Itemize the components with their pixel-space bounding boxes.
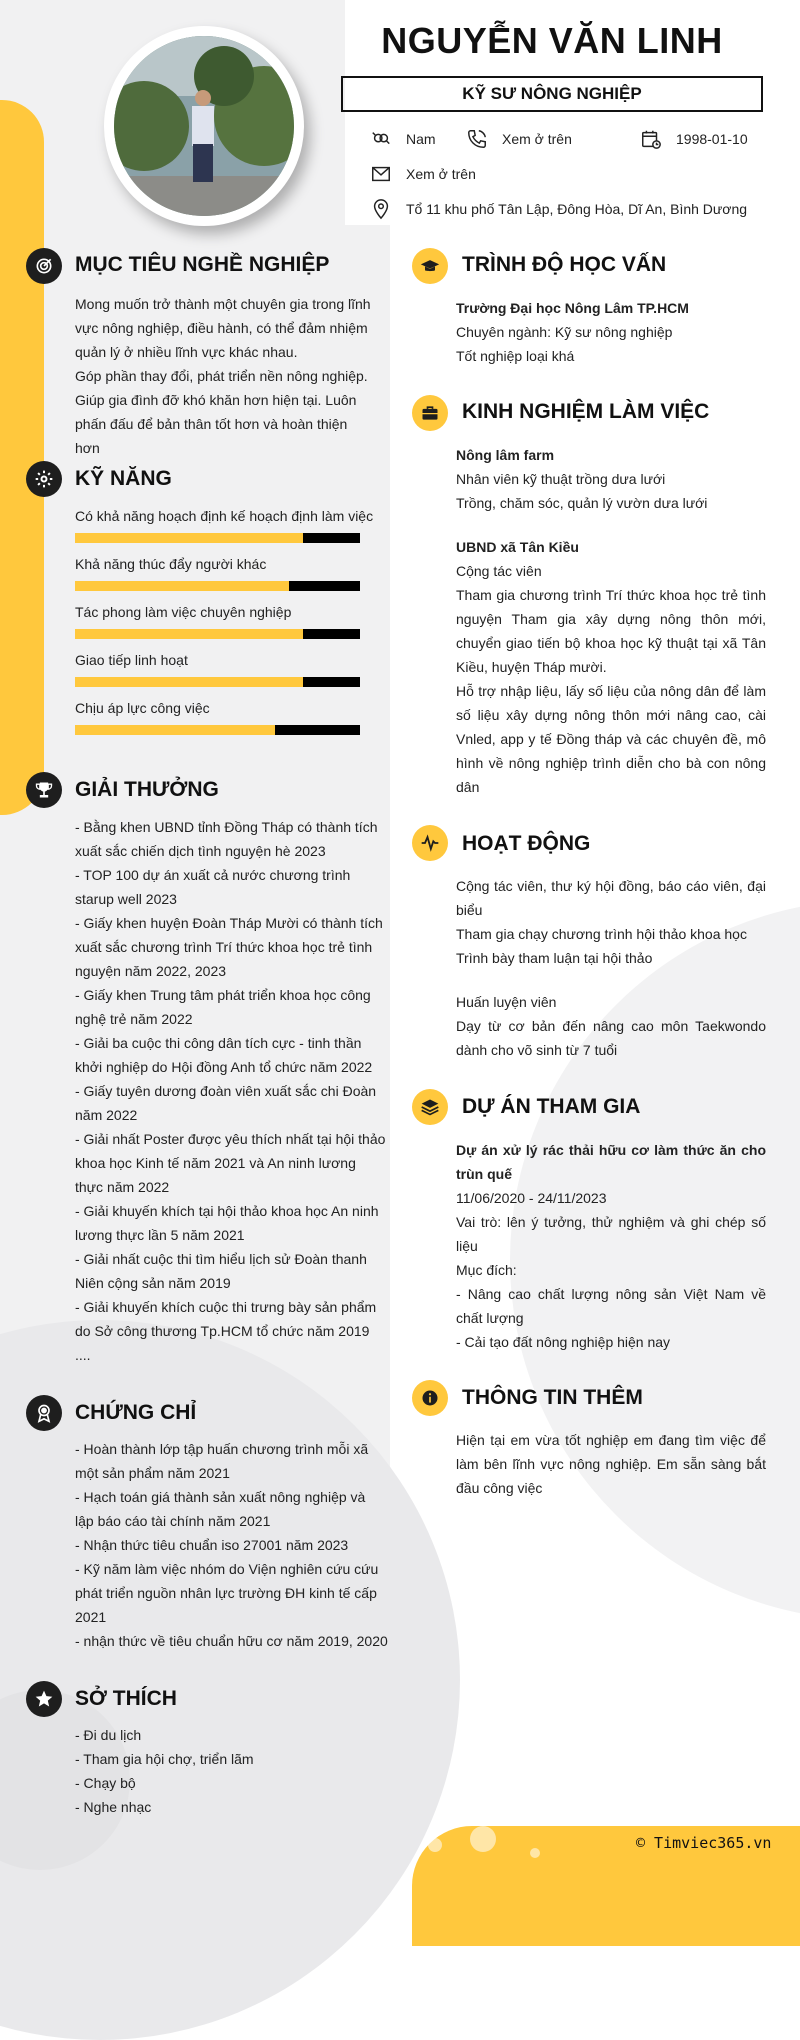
project-purpose-label: Mục đích: [456,1262,517,1278]
gender-icon [370,128,392,150]
skill-bar-fill [75,533,303,543]
mail-icon [370,163,392,185]
decor-bubble [470,1826,496,1852]
awards-title: GIẢI THƯỞNG [75,778,219,801]
gear-icon [26,461,62,497]
project-period: 11/06/2020 - 24/11/2023 [456,1190,607,1206]
graduation-cap-icon [412,248,448,284]
certificates-list: - Hoàn thành lớp tập huấn chương trình mỗi xã một sản phẩm năm 2021 - Hạch toán giá thành sản xuất nông nghiệp và lập báo cáo tài chính năm 2021 - Nhận thức tiêu chuẩn iso 27001 năm 2023 - Kỹ năm làm việc nhóm do Viện nghiên cứu cứu phát triển nguồn nhân lực trường ĐH kinh tế cấp 2021 - nhận thức về tiêu chuẩn hữu cơ năm 2019, 2020 [75,1441,388,1649]
gender-text: Nam [406,131,436,147]
avatar [104,26,304,226]
activity-text: Dạy từ cơ bản đến nâng cao môn Taekwondo dành cho võ sinh từ 7 tuổi [456,1018,766,1058]
footer-copyright: © Timviec365.vn [636,1834,772,1852]
left-decor-circle [0,1320,460,2040]
address-text: Tổ 11 khu phố Tân Lập, Đông Hòa, Dĩ An, Bình Dương [406,201,748,217]
education-title: TRÌNH ĐỘ HỌC VẤN [462,253,667,276]
school-name: Trường Đại học Nông Lâm TP.HCM [456,300,689,316]
skill-bar-fill [75,581,289,591]
skill-label: Tác phong làm việc chuyên nghiệp [75,604,292,620]
activity-role: Huấn luyện viên [456,994,557,1010]
project-role: Vai trò: lên ý tưởng, thử nghiệm và ghi chép số liệu [456,1214,766,1254]
phone-icon [466,128,488,150]
activity-text: Tham gia chạy chương trình hội thảo khoa học [456,926,747,942]
email-text: Xem ở trên [406,166,476,182]
decor-bubble [428,1838,442,1852]
phone-text: Xem ở trên [502,131,572,147]
skill-bar-fill [75,677,303,687]
skill-bar [75,533,360,543]
job-position: Cộng tác viên [456,563,542,579]
skill-label: Giao tiếp linh hoạt [75,652,188,668]
project-purpose: - Cải tạo đất nông nghiệp hiện nay [456,1334,671,1350]
calendar-icon [640,128,662,150]
skill-bar [75,677,360,687]
email-row [370,163,476,185]
info-icon [412,1380,448,1416]
candidate-name: NGUYỄN VĂN LINH [381,20,723,61]
major: Chuyên ngành: Kỹ sư nông nghiệp [456,324,673,340]
job-description: Tham gia chương trình Trí thức khoa học trẻ tình nguyện Tham gia xây dựng nông thôn mới, chuyển giao tiến bộ khoa học kỹ thuật tại xã Tân Kiều, huyện Tháp mười. [456,587,766,675]
job-description: Trồng, chăm sóc, quản lý vườn dưa lưới [456,495,708,511]
activities-title: HOẠT ĐỘNG [462,832,591,855]
hobbies-title: SỞ THÍCH [75,1687,177,1710]
projects-title: DỰ ÁN THAM GIA [462,1095,641,1118]
gender-row [370,128,436,150]
pulse-icon [412,825,448,861]
company-name: UBND xã Tân Kiều [456,539,579,555]
medal-icon [26,1395,62,1431]
layers-icon [412,1089,448,1125]
skill-bar [75,629,360,639]
company-name: Nông lâm farm [456,447,555,463]
skill-bar [75,725,360,735]
job-position: Nhân viên kỹ thuật trồng dưa lưới [456,471,666,487]
job-description: Hỗ trợ nhập liệu, lấy số liệu của nông dân để làm số liệu xây dựng nông thôn mới nâng cao, cài Vnled, app y tế Đồng tháp và các chuyên đề, mô hình về nông nghiệp trình diễn cho bà con nông dân [456,683,766,795]
profile-photo [114,36,294,216]
skill-label: Có khả năng hoạch định kế hoạch định làm việc [75,508,374,524]
activities-details [456,874,766,1062]
more-info-text: Hiện tại em vừa tốt nghiệp em đang tìm việc để làm bên lĩnh vực nông nghiệp. Em sẵn sàng bắt đầu công việc [456,1432,766,1496]
skill-bar-fill [75,629,303,639]
experience-title: KINH NGHIỆM LÀM VIỆC [462,400,710,423]
briefcase-icon [412,395,448,431]
projects-details [456,1138,766,1354]
birthday-text: 1998-01-10 [676,131,748,147]
experience-details [456,443,766,799]
skills-title: KỸ NĂNG [75,467,172,490]
birthday-row [640,128,748,150]
hobbies-list: - Đi du lịch - Tham gia hội chợ, triển lãm - Chạy bộ - Nghe nhạc [75,1727,254,1815]
skill-label: Khả năng thúc đẩy người khác [75,556,267,572]
location-pin-icon [370,198,392,220]
skill-bar [75,581,360,591]
objective-text: Mong muốn trở thành một chuyên gia trong lĩnh vực nông nghiệp, điều hành, có thể đảm nhiệm quản lý ở nhiều lĩnh vực khác nhau. Góp phần thay đổi, phát triển nền nông nghiệp. Giúp gia đình đỡ khó khăn hơn hiện tại. Luôn phấn đấu để bản thân tốt hơn và hoàn thiện hơn [75,296,371,456]
skill-bar-fill [75,725,275,735]
certificates-title: CHỨNG CHỈ [75,1401,197,1424]
activity-text: Trình bày tham luận tại hội thảo [456,950,653,966]
target-icon [26,248,62,284]
left-yellow-accent [0,100,44,815]
grade: Tốt nghiệp loại khá [456,348,575,364]
phone-row [466,128,572,150]
skill-label: Chịu áp lực công việc [75,700,210,716]
education-details [456,296,766,368]
activity-text: Cộng tác viên, thư ký hội đồng, báo cáo viên, đại biểu [456,878,766,918]
job-title: KỸ SƯ NÔNG NGHIỆP [341,76,763,112]
trophy-icon [26,772,62,808]
objective-title: MỤC TIÊU NGHỀ NGHIỆP [75,253,330,276]
star-icon [26,1681,62,1717]
decor-bubble [530,1848,540,1858]
more-info-title: THÔNG TIN THÊM [462,1386,643,1409]
awards-list: - Bằng khen UBND tỉnh Đồng Tháp có thành tích xuất sắc chiến dịch tình nguyện hè 2023 - TOP 100 dự án xuất cả nước chương trình starup well 2023 - Giấy khen huyện Đoàn Tháp Mười có thành tích xuất sắc chương trình Trí thức khoa học trẻ tình nguyện năm 2022, 2023 - Giấy khen Trung tâm phát triển khoa học công nghệ trẻ năm 2022 - Giải ba cuộc thi công dân tích cực - tinh thần khởi nghiệp do Hội đồng Anh tổ chức năm 2022 - Giấy tuyên dương đoàn viên xuất sắc chi Đoàn năm 2022 - Giải nhất Poster được yêu thích nhất tại hội thảo khoa học Kinh tế năm 2021 và An ninh lương thực năm 2022 - Giải khuyến khích tại hội thảo khoa học An ninh lương thực lần 5 năm 2021 - Giải nhất cuộc thi tìm hiểu lịch sử Đoàn thanh Niên cộng sản năm 2019 - Giải khuyến khích cuộc thi trưng bày sản phẩm do Sở công thương Tp.HCM tổ chức năm 2019 .... [75,819,386,1363]
project-purpose: - Nâng cao chất lượng nông sản Việt Nam về chất lượng [456,1286,766,1326]
project-name: Dự án xử lý rác thải hữu cơ làm thức ăn cho trùn quế [456,1142,766,1182]
address-row [370,198,747,220]
